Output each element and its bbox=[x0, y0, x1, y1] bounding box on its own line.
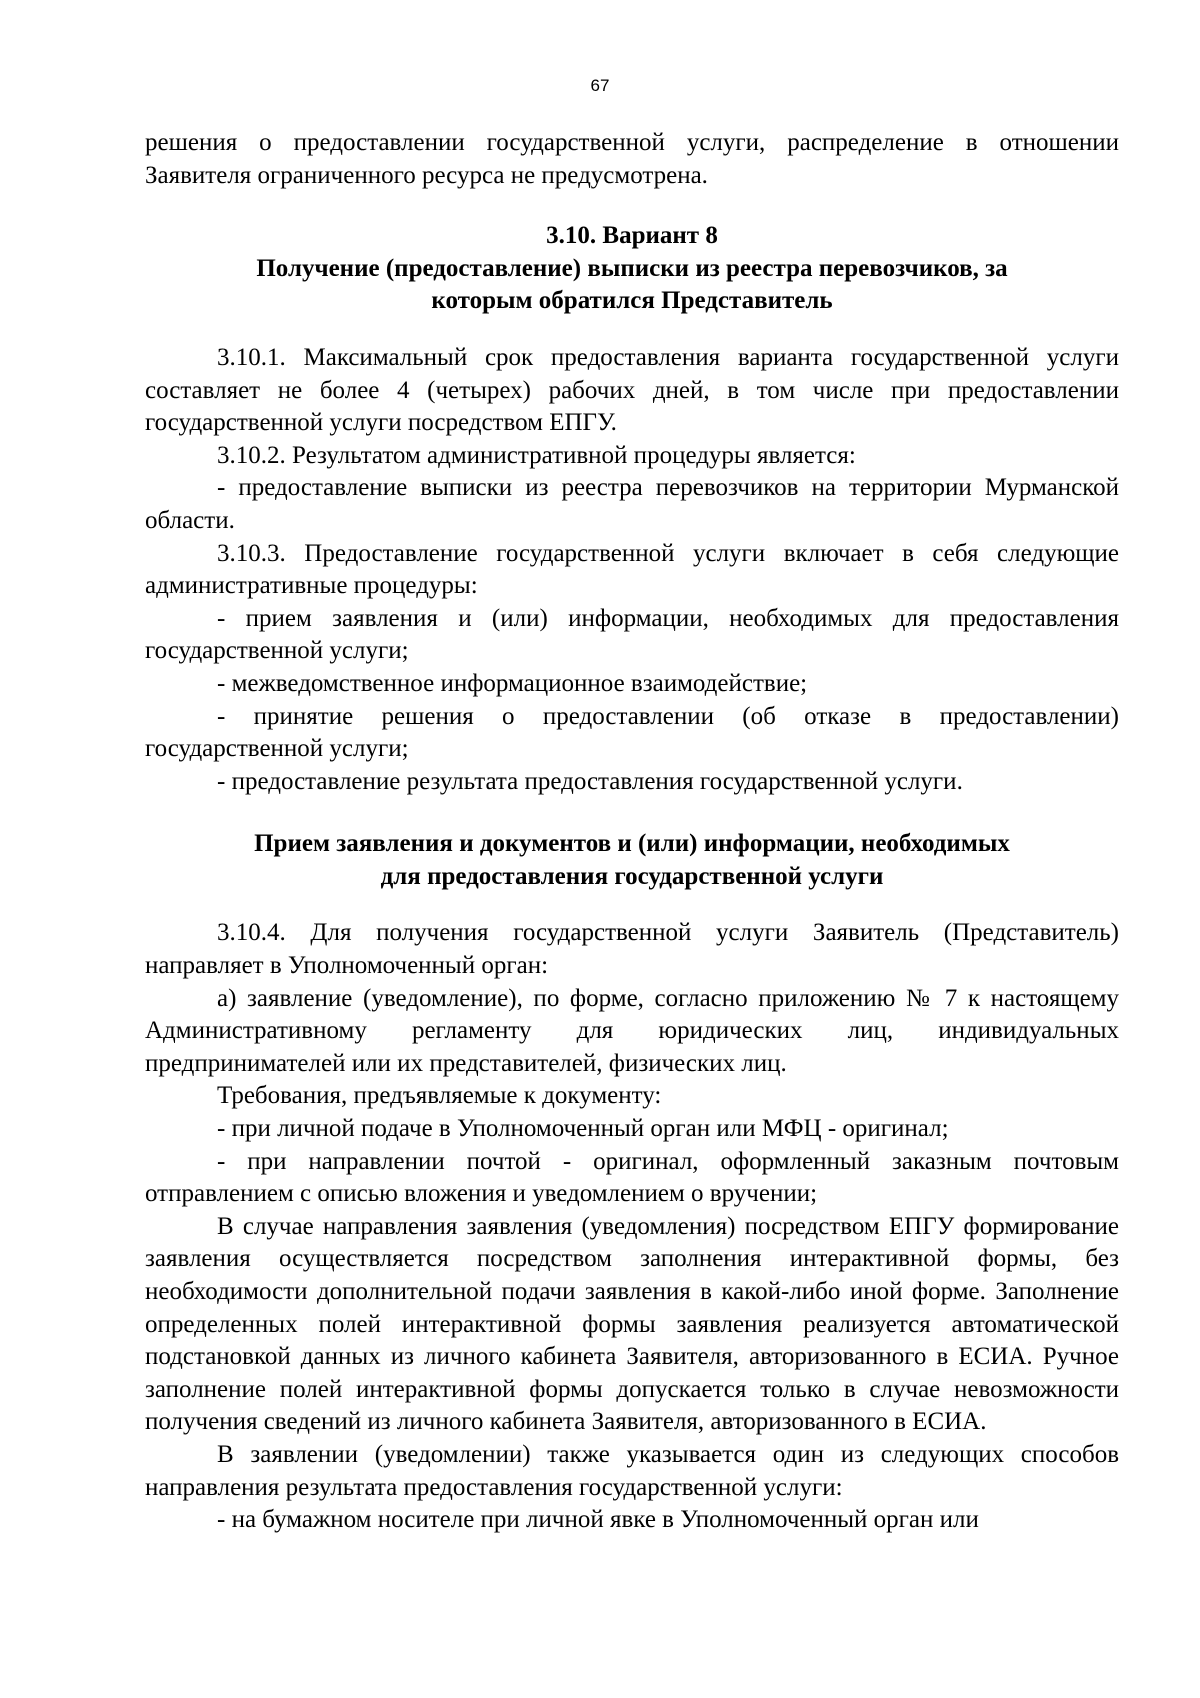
paragraph-3-10-2: 3.10.2. Результатом административной процедуры является: bbox=[217, 441, 856, 469]
subsection-title-line: Прием заявления и документов и (или) информации, необходимых bbox=[254, 830, 1010, 858]
list-item: - прием заявления и (или) информации, необходимых для предоставления государственной услуги; bbox=[145, 604, 1119, 665]
list-item: - предоставление выписки из реестра перевозчиков на территории Мурманской области. bbox=[145, 474, 1119, 534]
subsection-title-line: для предоставления государственной услуги bbox=[380, 862, 884, 890]
list-item: - предоставление результата предоставления государственной услуги. bbox=[217, 767, 963, 795]
subsection-heading bbox=[145, 828, 1119, 893]
paragraph-3-10-3: 3.10.3. Предоставление государственной услуги включает в себя следующие административные процедуры: bbox=[145, 539, 1119, 600]
section-title-line: Получение (предоставление) выписки из реестра перевозчиков, за bbox=[256, 254, 1008, 282]
section-title-line: которым обратился Представитель bbox=[431, 287, 833, 315]
document-body bbox=[145, 127, 1119, 1537]
list-item: - принятие решения о предоставлении (об отказе в предоставлении) государственной услуги; bbox=[145, 702, 1119, 763]
list-item: - межведомственное информационное взаимодействие; bbox=[217, 669, 808, 697]
paragraph: В заявлении (уведомлении) также указывается один из следующих способов направления результата предоставления государственной услуги: bbox=[145, 1440, 1119, 1501]
paragraph: В случае направления заявления (уведомления) посредством ЕПГУ формирование заявления осуществляется посредством заполнения интерактивной формы, без необходимости дополнительной подачи заявления в какой-либо иной форме. Заполнение определенных полей интерактивной формы заявления реализуется автоматической подстановкой данных из личного кабинета Заявителя, авторизованного в ЕСИА. Ручное заполнение полей интерактивной формы допускается только в случае невозможности получения сведений из личного кабинета Заявителя, авторизованного в ЕСИА. bbox=[145, 1212, 1119, 1436]
list-item: а) заявление (уведомление), по форме, согласно приложению № 7 к настоящему Административному регламенту для юридических лиц, индивидуальных предпринимателей или их представителей, физических лиц. bbox=[145, 984, 1119, 1077]
paragraph: Требования, предъявляемые к документу: bbox=[217, 1082, 662, 1110]
section-heading bbox=[145, 220, 1119, 318]
page-number: 67 bbox=[590, 76, 610, 95]
paragraph-3-10-1: 3.10.1. Максимальный срок предоставления варианта государственной услуги составляет не более 4 (четырех) рабочих дней, в том числе при предоставлении государственной услуги посредством ЕПГУ. bbox=[145, 343, 1119, 437]
paragraph-3-10-4: 3.10.4. Для получения государственной услуги Заявитель (Представитель) направляет в Уполномоченный орган: bbox=[145, 919, 1119, 980]
list-item: - при личной подаче в Уполномоченный орган или МФЦ - оригинал; bbox=[217, 1115, 949, 1143]
list-item: - при направлении почтой - оригинал, оформленный заказным почтовым отправлением с описью вложения и уведомлением о вручении; bbox=[145, 1147, 1119, 1208]
section-number-title: 3.10. Вариант 8 bbox=[546, 222, 718, 250]
list-item: - на бумажном носителе при личной явке в Уполномоченный орган или bbox=[217, 1506, 979, 1534]
paragraph-continuation: решения о предоставлении государственной услуги, распределение в отношении Заявителя ограниченного ресурса не предусмотрена. bbox=[145, 129, 1119, 189]
